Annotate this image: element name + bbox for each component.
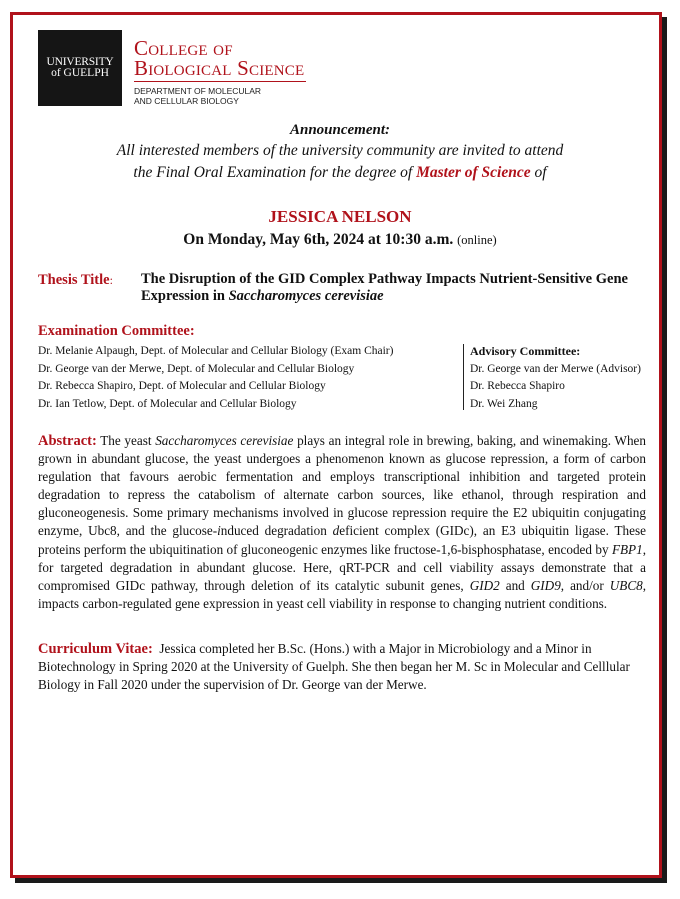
exam-date-text: On Monday, May 6th, 2024 at 10:30 a.m. [183, 231, 454, 248]
abstract-italic: d [332, 523, 340, 539]
committee-divider [463, 344, 464, 410]
advisory-committee-heading: Advisory Committee: [470, 344, 581, 358]
invitation-line-1: All interested members of the university community are invited to attend [116, 142, 564, 159]
abstract-gene: GID9 [530, 577, 561, 593]
abstract-label: Abstract: [38, 433, 97, 449]
abstract-gene: FBP1 [611, 541, 643, 557]
advisory-member: Dr. Rebecca Shapiro [470, 380, 565, 392]
curriculum-vitae-text: Jessica completed her B.Sc. (Hons.) with a Major in Microbiology and a Minor in Biotechnology in Spring 2020 at the University of Guelph. She then began her M. Sc in Molecular and Celllular Biology in Fall 2020 under the supervision of Dr. George van der Merwe. [38, 641, 634, 693]
invitation-line-2 [20, 164, 660, 182]
logo-line-1: UNIVERSITY [46, 56, 114, 68]
announcement-heading: Announcement: [289, 122, 391, 138]
thesis-title [141, 271, 646, 305]
degree-name: Master of Science [416, 164, 531, 181]
thesis-title-text: The Disruption of the GID Complex Pathway Impacts Nutrient-Sensitive Gene Expression in [141, 271, 628, 304]
abstract-gene: GID2 [469, 577, 500, 593]
exam-date [20, 231, 660, 249]
committee-member: Dr. Rebecca Shapiro, Dept. of Molecular and Cellular Biology [38, 380, 326, 392]
exam-mode: (online) [457, 233, 497, 247]
abstract-text: nduced degradation [220, 523, 333, 539]
invitation-line-2-end: of [530, 164, 547, 181]
thesis-title-label [38, 272, 113, 289]
advisory-committee-list [470, 343, 641, 413]
abstract-text: The yeast [96, 433, 156, 448]
curriculum-vitae-label: Curriculum Vitae: [38, 641, 153, 657]
thesis-label-colon: : [109, 273, 113, 287]
abstract-text: , for targeted degradation in abundant glucose. Here, qRT-PCR and cell viability assays demonstrate that a compromised GIDc pathway, through deletion of its catalytic subunit genes, [38, 541, 646, 593]
abstract-text: and [499, 577, 531, 593]
committee-member: Dr. George van der Merwe, Dept. of Molecular and Cellular Biology [38, 362, 355, 375]
advisory-member: Dr. George van der Merwe (Advisor) [470, 362, 641, 375]
examination-committee-heading: Examination Committee: [38, 323, 195, 339]
abstract-gene: UBC8 [609, 577, 643, 593]
college-name-line-2: Biological Science [134, 56, 305, 80]
abstract-text: , impacts carbon-regulated gene expression in yeast cell viability in response to changing nutrient conditions. [38, 577, 646, 611]
college-rule [134, 81, 306, 82]
thesis-title-species: Saccharomyces cerevisiae [228, 288, 384, 304]
curriculum-vitae-paragraph [38, 640, 646, 694]
abstract-text: eficient complex (GIDc), an E3 ubiquitin ligase. These proteins perform the ubiquitination of gluconeogenic enzymes like fructose-1,6-bisphosphatase, encoded by [38, 523, 646, 557]
examination-committee-list [38, 343, 393, 413]
abstract-text: glucose- [172, 523, 218, 539]
abstract-text: plays an integral role in brewing, baking, and winemaking. When grown in abundant glucose, the yeast undergoes a phenomenon known as glucose repression, a form of carbon regulation that favours aerobic fermentation and employs transcriptional inhibition and targeted protein degradation to repress the catabolism of alternate carbon sources, like ethanol, through respiration and gluconeogenesis. Some primary mechanisms involved in glucose repression require the E2 ubiquitin conjugating enzyme, Ubc8, and the [38, 433, 646, 539]
committee-member: Dr. Melanie Alpaugh, Dept. of Molecular and Cellular Biology (Exam Chair) [38, 345, 394, 357]
department-line-1: DEPARTMENT OF MOLECULAR [134, 86, 262, 96]
invitation-line-2-text: the Final Oral Examination for the degree of [133, 164, 417, 181]
abstract-text: , and/or [560, 577, 610, 593]
committee-member: Dr. Ian Tetlow, Dept. of Molecular and Cellular Biology [38, 397, 297, 410]
logo-line-2: of GUELPH [51, 67, 109, 79]
college-name-line-1: College of [134, 36, 233, 60]
department-line-2: AND CELLULAR BIOLOGY [134, 96, 239, 106]
abstract-italic: i [217, 523, 221, 539]
university-logo [38, 30, 122, 106]
abstract-paragraph [38, 432, 646, 613]
abstract-species: Saccharomyces cerevisiae [155, 433, 294, 448]
candidate-name: JESSICA NELSON [268, 207, 412, 226]
advisory-member: Dr. Wei Zhang [470, 397, 538, 410]
thesis-label-text: Thesis Title [38, 272, 110, 288]
college-header [134, 38, 306, 106]
